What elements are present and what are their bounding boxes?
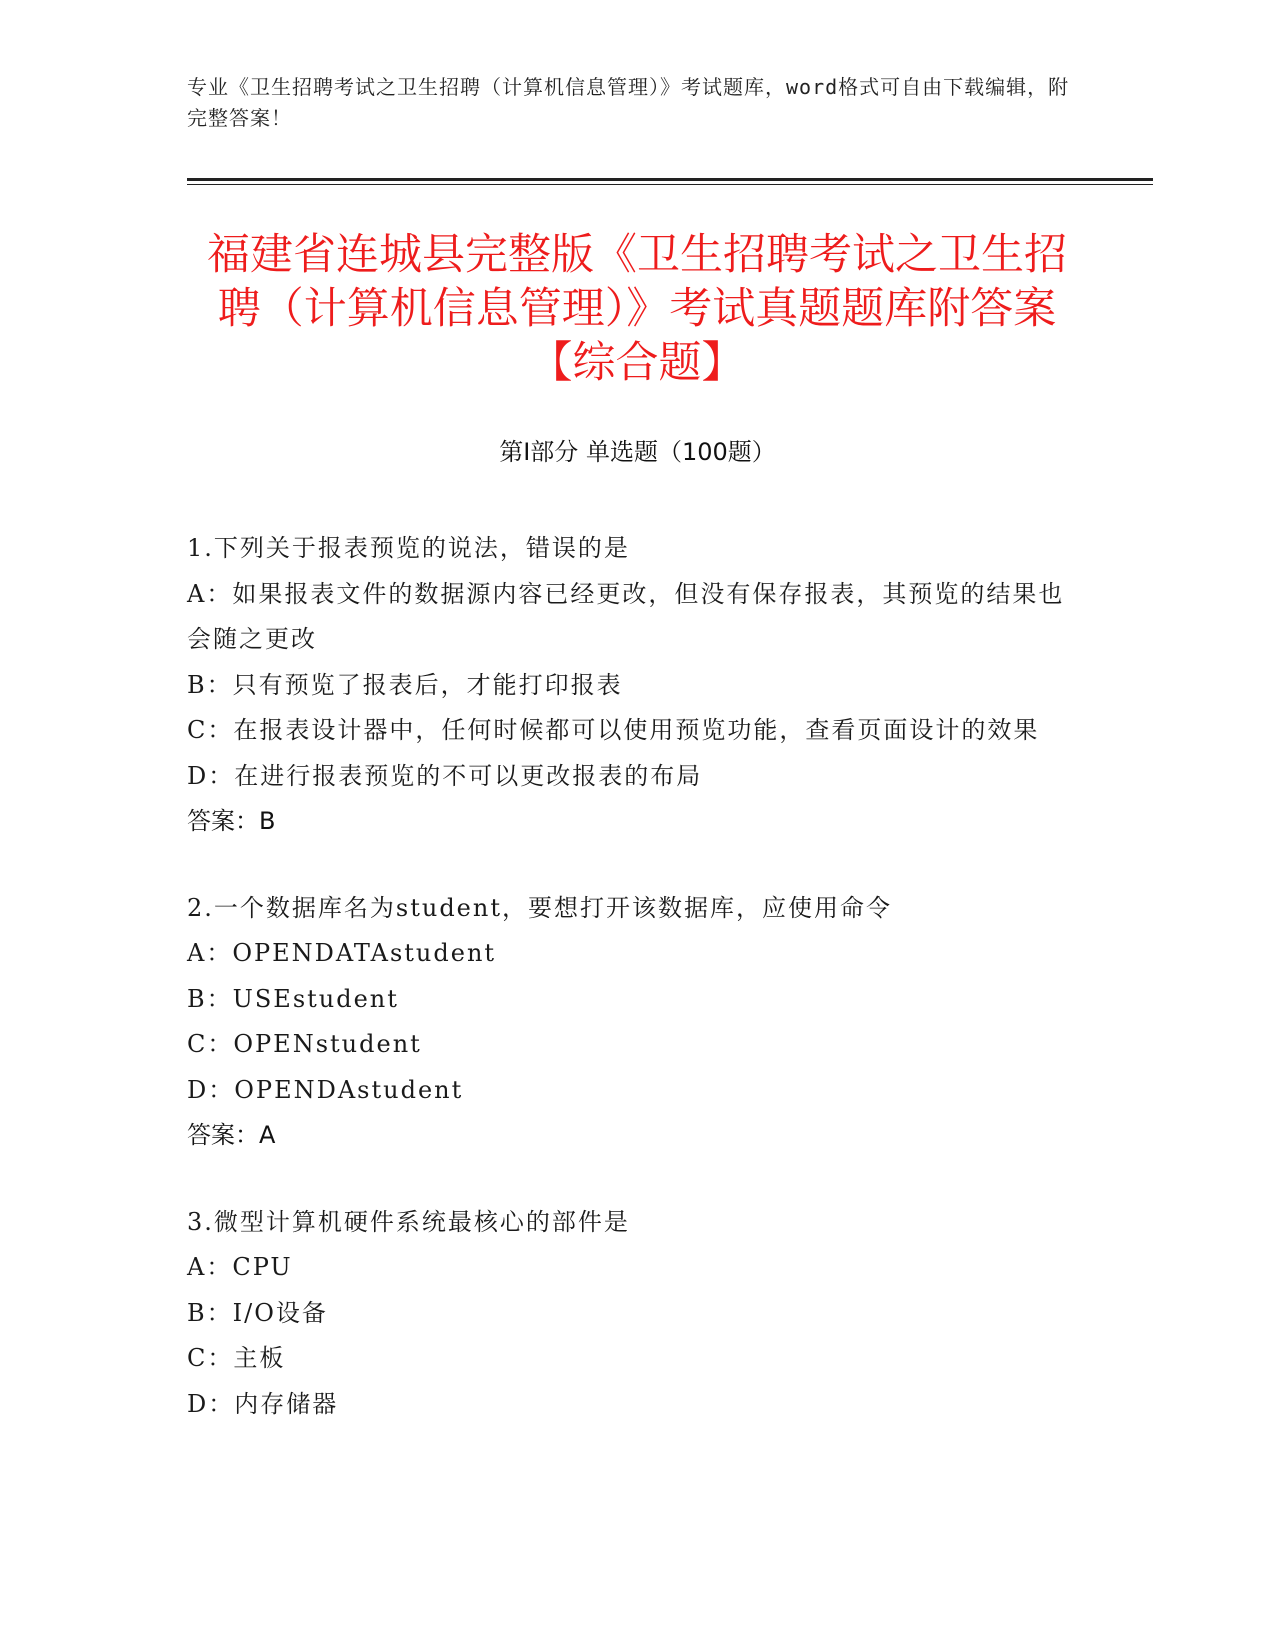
option-a: A：OPENDATAstudent [187, 939, 497, 967]
question-stem: 1.下列关于报表预览的说法，错误的是 [187, 534, 630, 562]
question-1 [187, 526, 1087, 845]
header-note: 专业《卫生招聘考试之卫生招聘（计算机信息管理）》考试题库，word格式可自由下载编辑，附完整答案！ [187, 75, 1070, 130]
answer: 答案：A [187, 1121, 276, 1149]
question-3 [187, 1200, 1087, 1428]
question-stem: 3.微型计算机硬件系统最核心的部件是 [187, 1207, 630, 1236]
option-d: D：在进行报表预览的不可以更改报表的布局 [187, 761, 703, 790]
question-stem: 2.一个数据库名为student，要想打开该数据库，应使用命令 [187, 893, 892, 922]
option-b: B：只有预览了报表后，才能打印报表 [187, 670, 623, 699]
option-d: D：内存储器 [187, 1389, 339, 1418]
option-c: C：主板 [187, 1344, 286, 1372]
header-rule-thin [187, 184, 1153, 185]
option-d: D：OPENDAstudent [187, 1075, 464, 1104]
option-b: B：I/O设备 [187, 1298, 328, 1327]
question-2 [187, 886, 1087, 1159]
document-title: 福建省连城县完整版《卫生招聘考试之卫生招聘（计算机信息管理）》考试真题题库附答案【综合题】 [207, 230, 1067, 388]
answer: 答案：B [187, 807, 276, 835]
option-b: B：USEstudent [187, 984, 399, 1013]
header-rule-thick [187, 178, 1153, 181]
option-a: A：CPU [187, 1253, 293, 1281]
section-title: 第Ⅰ部分 单选题（100题） [499, 438, 776, 466]
option-c: C：OPENstudent [187, 1030, 422, 1058]
option-c: C：在报表设计器中，任何时候都可以使用预览功能，查看页面设计的效果 [187, 716, 1040, 744]
option-a: A：如果报表文件的数据源内容已经更改，但没有保存报表，其预览的结果也会随之更改 [187, 579, 1065, 653]
question-list [187, 526, 1087, 1468]
